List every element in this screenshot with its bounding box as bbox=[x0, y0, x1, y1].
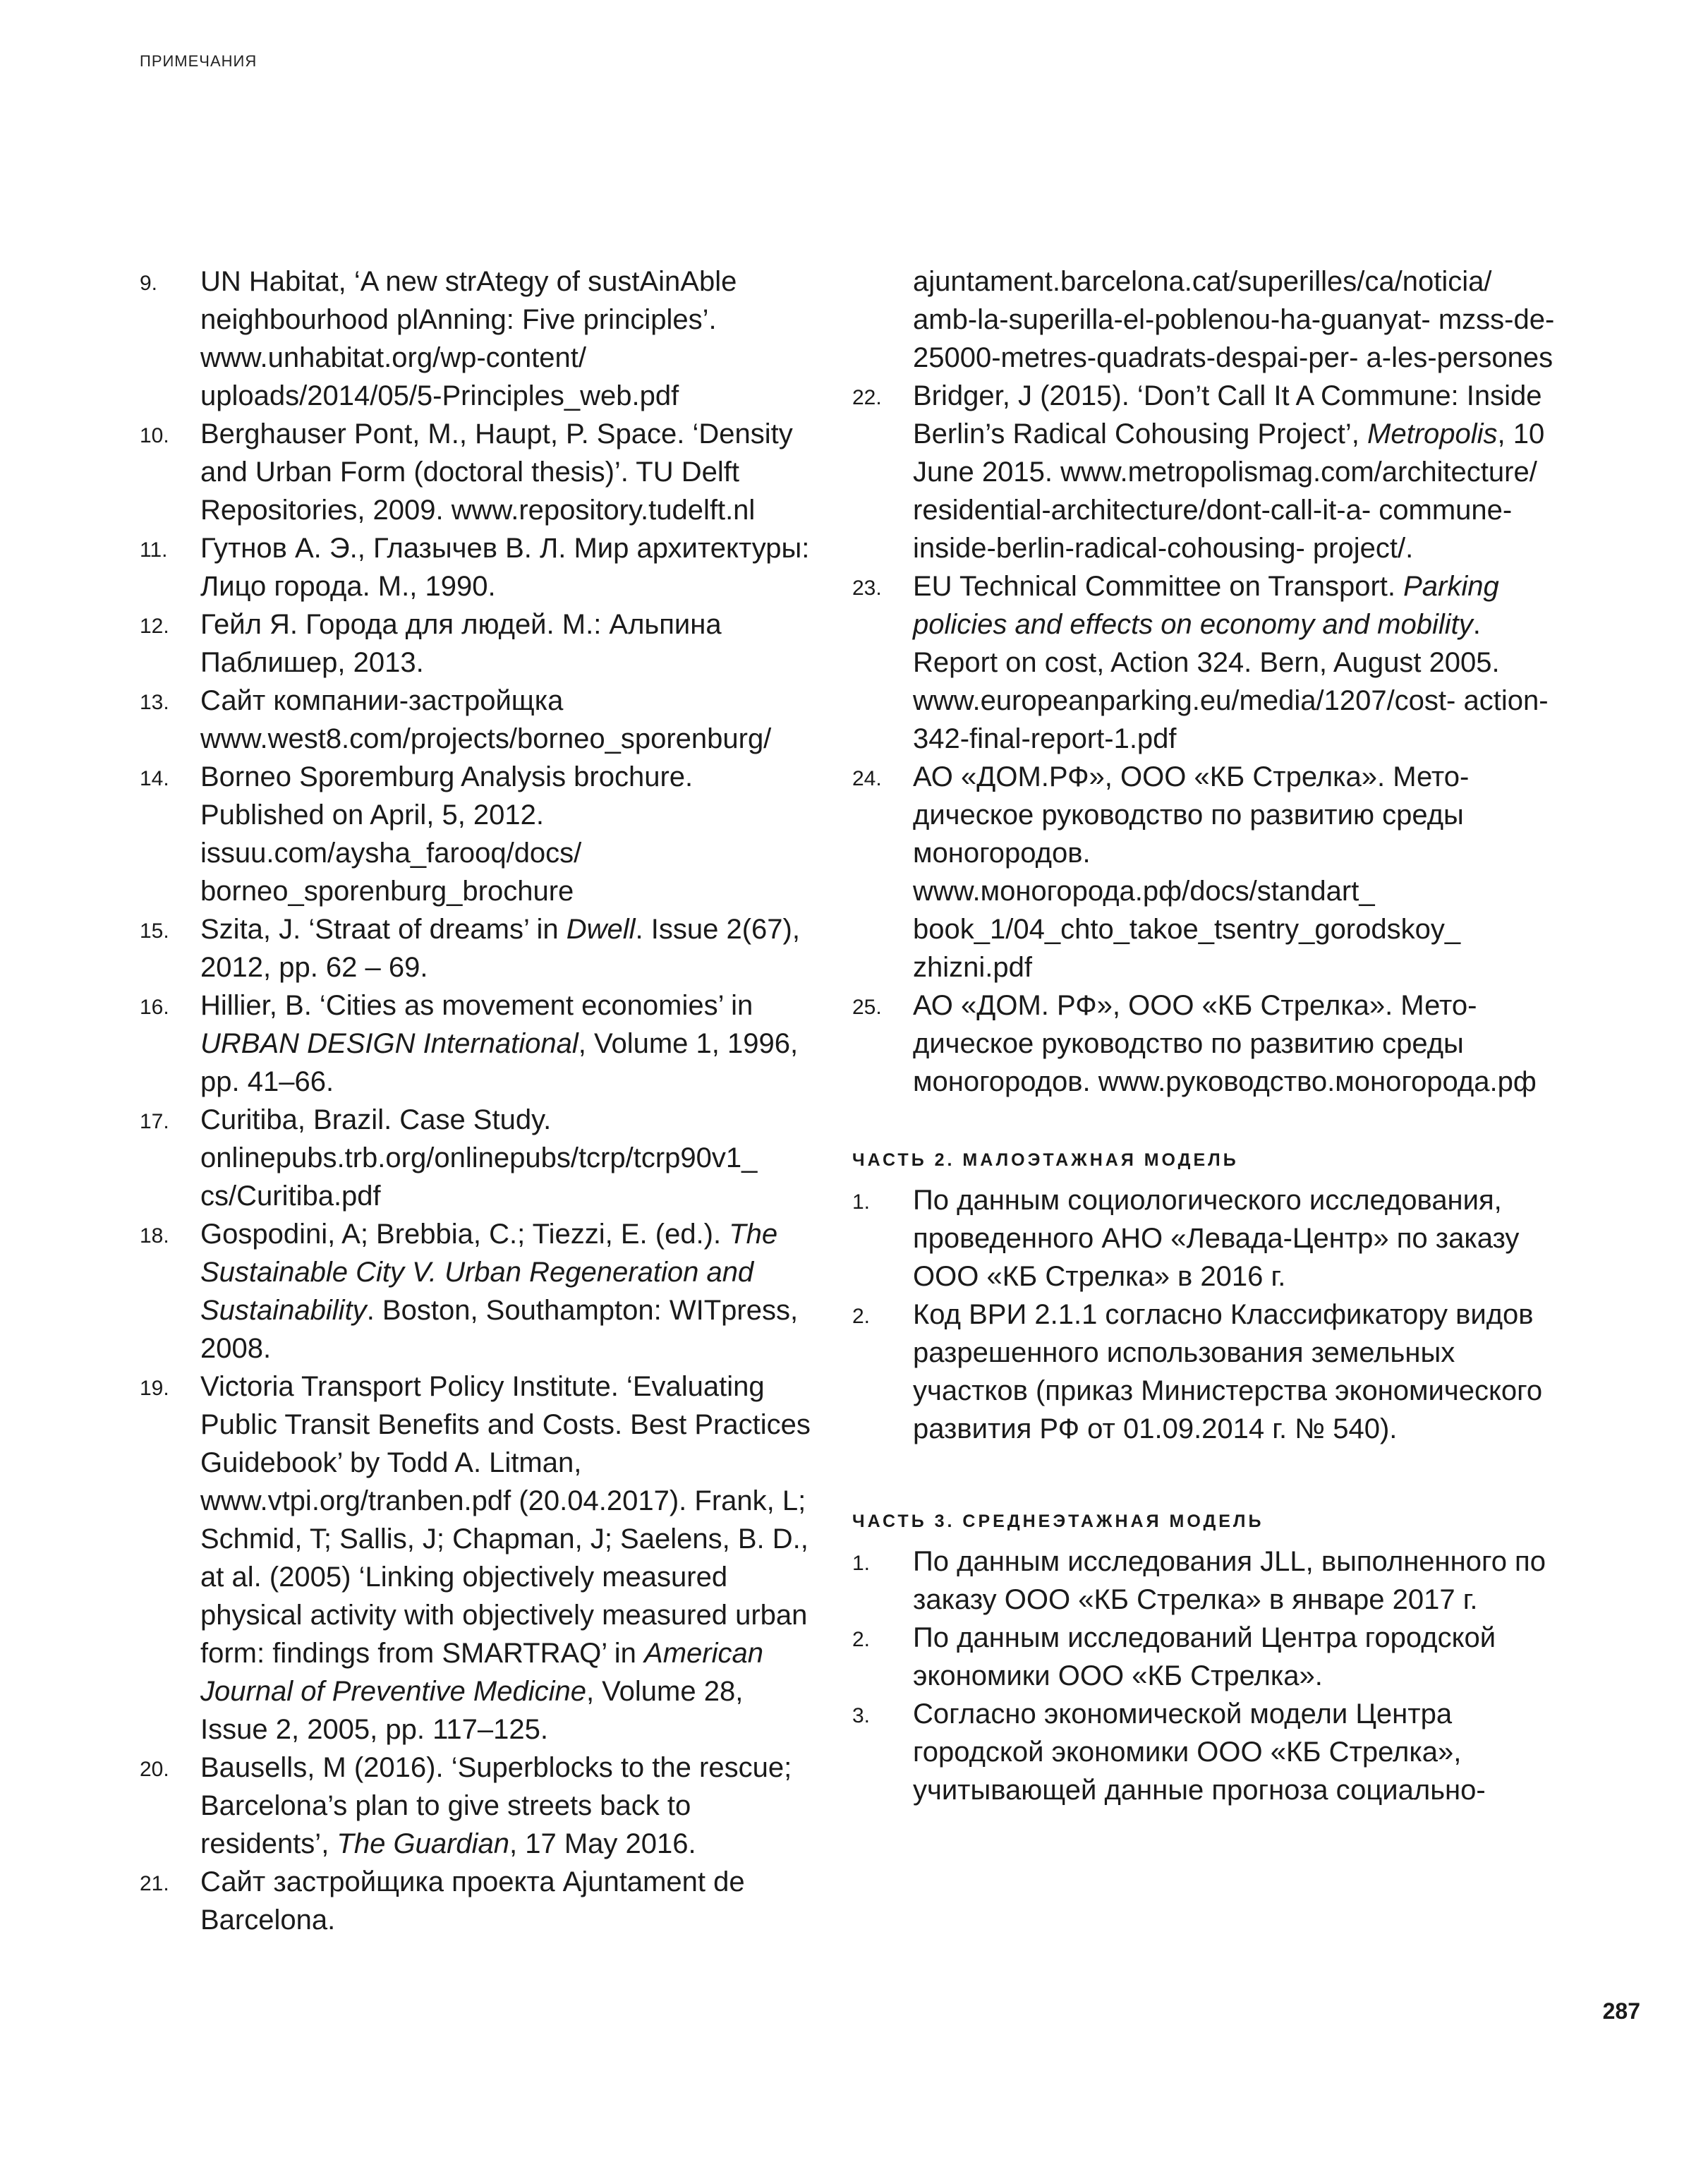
note-text bbox=[200, 914, 800, 983]
note-number: 25. bbox=[852, 996, 882, 1019]
note-number: 2. bbox=[852, 1305, 871, 1328]
note-text-run: , 10 June 2015. www.metropolismag.com/architecture/ residential-architecture/dont-call-it-a- commune-inside-berlin-radical-cohousing- project/. bbox=[913, 418, 1545, 564]
note-text-run: По данным социологического исследования, проведенного АНО «Левада-Центр» по заказу ООО «КБ Стрелка» в 2016 г. bbox=[913, 1185, 1520, 1292]
note-number: 19. bbox=[140, 1377, 169, 1400]
note-text bbox=[913, 1185, 1519, 1292]
page-number: 287 bbox=[1602, 1998, 1640, 2024]
notes-list-right bbox=[852, 377, 1558, 1101]
note-text bbox=[200, 990, 798, 1097]
note-text-run: Curitiba, Brazil. Case Study. onlinepubs.trb.org/onlinepubs/tcrp/tcrp90v1_ cs/Curitiba.pdf bbox=[200, 1104, 758, 1212]
note-text bbox=[913, 761, 1469, 983]
note-text bbox=[200, 609, 722, 678]
note-text bbox=[200, 685, 771, 754]
note-text-run: , Volume 1, 1996, pp. 41–66. bbox=[200, 1028, 799, 1097]
note-text-italic: The Guardian bbox=[337, 1828, 510, 1859]
note-text bbox=[200, 1219, 798, 1364]
note-item bbox=[852, 1619, 1558, 1695]
note-text-italic: Metropolis bbox=[1367, 418, 1498, 449]
note-text-run: Szita, J. ‘Straat of dreams’ in bbox=[200, 914, 567, 945]
running-head: ПРИМЕЧАНИЯ bbox=[140, 52, 258, 70]
note-text bbox=[200, 761, 693, 907]
notes-list-left bbox=[140, 262, 817, 1939]
note-number: 17. bbox=[140, 1110, 169, 1133]
note-item bbox=[140, 529, 817, 605]
note-text-italic: Dwell bbox=[566, 914, 636, 945]
note-text bbox=[200, 1752, 792, 1859]
note-text bbox=[913, 990, 1537, 1097]
note-text-run: Гутнов А. Э., Глазычев В. Л. Мир архитектуры: Лицо города. М., 1990. bbox=[200, 533, 810, 602]
note-text bbox=[913, 1622, 1496, 1691]
note-text-italic: The Sustainable City V. Urban Regeneration and Sustainability bbox=[200, 1219, 778, 1326]
note-number: 12. bbox=[140, 615, 169, 638]
note-text-run: , 17 May 2016. bbox=[509, 1828, 696, 1859]
note-text bbox=[913, 571, 1549, 754]
note-number: 21. bbox=[140, 1872, 169, 1895]
note-text bbox=[913, 1546, 1546, 1615]
note-item bbox=[140, 605, 817, 682]
note-item bbox=[852, 377, 1558, 567]
note-text-run: Bausells, M (2016). ‘Superblocks to the rescue; Barcelona’s plan to give streets back to residents’, bbox=[200, 1752, 792, 1859]
note-number: 14. bbox=[140, 767, 169, 790]
note-number: 3. bbox=[852, 1704, 871, 1727]
note-number: 1. bbox=[852, 1190, 871, 1214]
note-number: 1. bbox=[852, 1552, 871, 1575]
note-text-run: Bridger, J (2015). ‘Don’t Call It A Commune: Inside Berlin’s Radical Cohousing Project’, bbox=[913, 380, 1542, 449]
note-text bbox=[200, 1104, 757, 1212]
note-text-run: . Issue 2(67), 2012, pp. 62 – 69. bbox=[200, 914, 800, 983]
right-column bbox=[852, 262, 1558, 1809]
note-text bbox=[200, 1866, 745, 1936]
note-item bbox=[140, 986, 817, 1101]
note-text bbox=[913, 1698, 1486, 1806]
note-item bbox=[140, 262, 817, 415]
note-item bbox=[140, 758, 817, 910]
note-text bbox=[200, 533, 809, 602]
note-item bbox=[140, 910, 817, 986]
note-text-run: Согласно экономической модели Центра городской экономики ООО «КБ Стрелка», учитывающей данные прогноза социально- bbox=[913, 1698, 1486, 1806]
note-text-run: Borneo Sporemburg Analysis brochure. Published on April, 5, 2012. issuu.com/aysha_farooq/docs/ borneo_sporenburg_brochure bbox=[200, 761, 694, 907]
notes-list-part-3 bbox=[852, 1543, 1558, 1809]
note-number: 24. bbox=[852, 767, 882, 790]
note-text-italic: American Journal of Preventive Medicine bbox=[200, 1638, 763, 1707]
note-text-run: Hillier, B. ‘Cities as movement economies’ in bbox=[200, 990, 753, 1021]
note-number: 11. bbox=[140, 538, 168, 562]
section-title-part-3: ЧАСТЬ 3. СРЕДНЕЭТАЖНАЯ МОДЕЛЬ bbox=[852, 1511, 1264, 1531]
note-text bbox=[913, 380, 1544, 564]
section-title-part-2: ЧАСТЬ 2. МАЛОЭТАЖНАЯ МОДЕЛЬ bbox=[852, 1150, 1239, 1170]
note-text-run: Сайт компании-застройщка www.west8.com/projects/borneo_sporenburg/ bbox=[200, 685, 772, 754]
note-item bbox=[852, 1296, 1558, 1448]
note-text-run: АО «ДОМ. РФ», ООО «КБ Стрелка». Методическое руководство по развитию среды моногородов. www.руководство.моногорода.рф bbox=[913, 990, 1537, 1097]
note-text-run: По данным исследования JLL, выполненного по заказу ООО «КБ Стрелка» в январе 2017 г. bbox=[913, 1546, 1546, 1615]
note-text-run: , Volume 28, Issue 2, 2005, pp. 117–125. bbox=[200, 1676, 744, 1745]
note-text-run: Berghauser Pont, M., Haupt, P. Space. ‘Density and Urban Form (doctoral thesis)’. TU Delft Repositories, 2009. www.repository.tudelft.nl bbox=[200, 418, 793, 526]
note-text bbox=[200, 418, 793, 526]
note-number: 18. bbox=[140, 1224, 169, 1248]
note-number: 22. bbox=[852, 386, 882, 409]
note-text bbox=[200, 266, 737, 411]
note-text-run: По данным исследований Центра городской экономики ООО «КБ Стрелка». bbox=[913, 1622, 1496, 1691]
notes-list-part-2 bbox=[852, 1181, 1558, 1448]
note-text-run: Сайт застройщика проекта Ajuntament de Barcelona. bbox=[200, 1866, 745, 1936]
note-21-continuation[interactable]: ajuntament.barcelona.cat/superilles/ca/noticia/ amb-la-superilla-el-poblenou-ha-guanyat- mzss-de-25000-metres-quadrats-despai-per- a-les-persones bbox=[913, 266, 1555, 373]
note-text-run: EU Technical Committee on Transport. bbox=[913, 571, 1404, 602]
note-item bbox=[140, 1368, 817, 1749]
note-text-run: Gospodini, A; Brebbia, C.; Tiezzi, E. (ed.). bbox=[200, 1219, 729, 1250]
note-number: 10. bbox=[140, 424, 169, 447]
note-text-run: UN Habitat, ‘A new strAtegy of sustAinAble neighbourhood plAnning: Five principles’. www.unhabitat.org/wp-content/ uploads/2014/05/5-Principles_web.pdf bbox=[200, 266, 737, 411]
note-item bbox=[852, 758, 1558, 986]
note-item bbox=[852, 1695, 1558, 1809]
note-item bbox=[140, 415, 817, 529]
note-number: 2. bbox=[852, 1628, 871, 1651]
note-text-italic: URBAN DESIGN International bbox=[200, 1028, 579, 1059]
note-number: 16. bbox=[140, 996, 169, 1019]
note-item bbox=[852, 567, 1558, 758]
note-number: 15. bbox=[140, 919, 169, 943]
note-item bbox=[140, 682, 817, 758]
note-text-run: Код ВРИ 2.1.1 согласно Классификатору видов разрешенного использования земельных участков (приказ Министерства экономического развития РФ от 01.09.2014 г. № 540). bbox=[913, 1299, 1543, 1444]
note-number: 23. bbox=[852, 577, 882, 600]
note-item bbox=[852, 1543, 1558, 1619]
note-item bbox=[140, 1215, 817, 1368]
note-text-italic: Parking policies and effects on economy and mobility bbox=[913, 571, 1499, 640]
note-text-run: Гейл Я. Города для людей. М.: Альпина Паблишер, 2013. bbox=[200, 609, 722, 678]
note-number: 9. bbox=[140, 272, 158, 295]
note-text-run: Victoria Transport Policy Institute. ‘Evaluating Public Transit Benefits and Costs. Best Practices Guidebook’ by Todd A. Litman, www.vtpi.org/tranben.pdf (20.04.2017). Frank, L; Schmid, T; Sallis, J; Chapman, J; Saelens, B. D., at al. (2005) ‘Linking objectively measured physical activity with objectively measured urban form: findings from SMARTRAQ’ in bbox=[200, 1371, 811, 1669]
note-number: 20. bbox=[140, 1758, 169, 1781]
note-item bbox=[140, 1749, 817, 1863]
note-number: 13. bbox=[140, 691, 169, 714]
note-text bbox=[913, 1299, 1542, 1444]
note-text bbox=[200, 1371, 811, 1745]
note-text-run: . Boston, Southampton: WITpress, 2008. bbox=[200, 1295, 799, 1364]
note-text-run: . Report on cost, Action 324. Bern, August 2005. www.europeanparking.eu/media/1207/cost- action-342-final-report-1.pdf bbox=[913, 609, 1549, 754]
note-item bbox=[852, 986, 1558, 1101]
note-item bbox=[140, 1101, 817, 1215]
note-item bbox=[140, 1863, 817, 1939]
note-item bbox=[852, 1181, 1558, 1296]
note-text-run: АО «ДОМ.РФ», ООО «КБ Стрелка». Методическое руководство по развитию среды моногородов. www.моногорода.рф/docs/standart_ book_1/04_chto_takoe_tsentry_gorodskoy_ zhizni.pdf bbox=[913, 761, 1470, 983]
left-column bbox=[140, 262, 817, 1939]
